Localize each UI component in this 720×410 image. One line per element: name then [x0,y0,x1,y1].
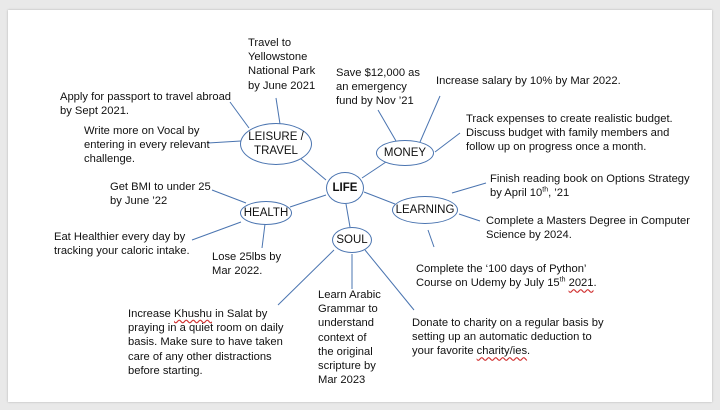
goal-learn-arabic: Learn Arabic Grammar to understand context of the original scripture by Mar 2023 [318,289,381,387]
category-node-learning [392,196,458,224]
health-node-label: HEALTH [243,207,289,219]
learning-node-label: LEARNING [395,204,455,216]
goal-donate-charity: Donate to charity on a regular basis by setting up an automatic deduction to your favorite charity/ies. [412,317,604,358]
link-passport [230,102,249,128]
category-node-leisure-travel [240,123,312,165]
link-book [452,183,486,193]
link-life-soul [346,204,350,227]
goal-passport: Apply for passport to travel abroad by Sept 2021. [60,91,232,118]
link-yellowstone [276,98,280,124]
goal-salary: Increase salary by 10% by Mar 2022. [436,75,621,87]
goal-expenses: Track expenses to create realistic budget. Discuss budget with family members and follow up on progress once a month. [466,113,673,154]
category-node-money [376,140,434,166]
soul-node-label: SOUL [336,234,368,246]
link-salary [420,96,440,142]
link-bmi [212,190,246,203]
link-life-leisure [300,158,326,180]
goal-eat-healthier: Eat Healthier every day by tracking your caloric intake. [54,231,190,258]
goal-lose-weight: Lose 25lbs by Mar 2022. [212,251,282,278]
link-lose [262,224,265,248]
goal-options-book: Finish reading book on Options Strategy by April 10th, ’21 [490,173,690,200]
link-life-learning [364,192,395,204]
link-expenses [435,133,460,152]
goal-khushu: Increase Khushu in Salat by praying in a quiet room on daily basis. Make sure to have taken care of any other distractions before starting. [128,308,284,377]
link-eat [192,222,241,240]
link-python [428,230,434,247]
category-node-health [240,201,292,225]
link-vocal [208,141,241,143]
center-node-life [326,172,364,204]
category-node-soul [332,227,372,253]
leisure-node-label: LEISURE / TRAVEL [248,131,304,157]
center-node-label: LIFE [332,182,358,194]
link-masters [459,214,480,221]
goal-yellowstone: Travel to Yellowstone National Park by June 2021 [248,37,316,92]
money-node-label: MONEY [383,147,427,159]
goal-vocal: Write more on Vocal by entering in every relevant challenge. [84,125,210,166]
goal-savings: Save $12,000 as an emergency fund by Nov ’21 [336,67,420,108]
goal-bmi: Get BMI to under 25 by June ’22 [110,181,211,208]
link-life-money [362,162,386,178]
goal-python-course: Complete the ‘100 days of Python’ Course on Udemy by July 15th 2021. [416,263,597,290]
goal-masters-degree: Complete a Masters Degree in Computer Science by 2024. [486,215,690,242]
link-life-health [290,195,326,207]
link-savings [378,110,396,141]
